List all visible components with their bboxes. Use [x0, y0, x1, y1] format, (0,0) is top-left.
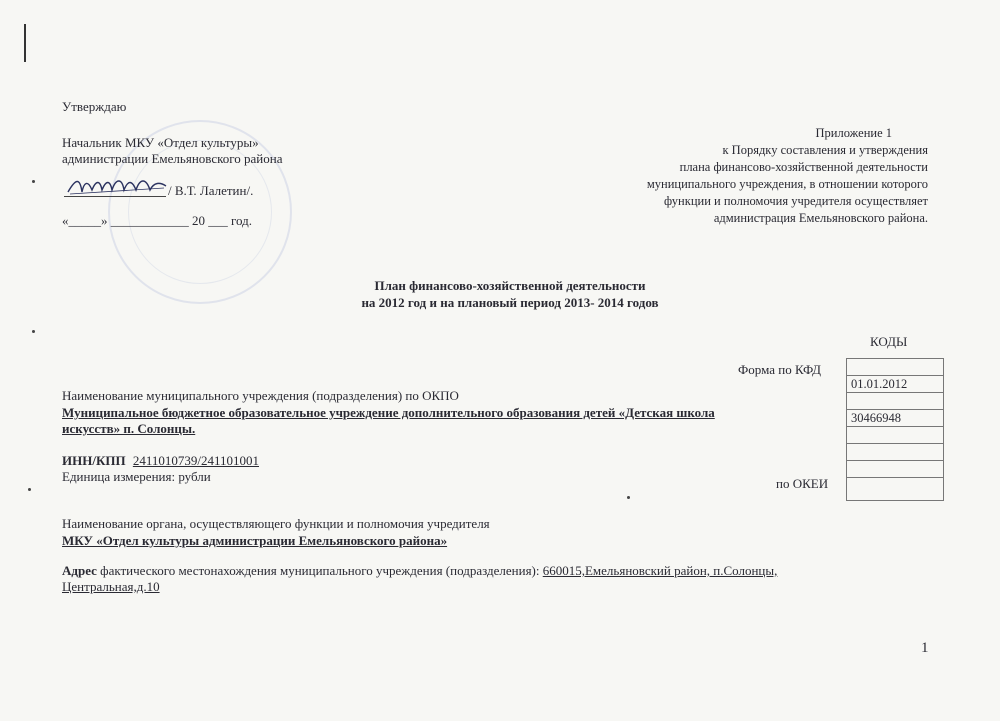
- address-label-bold: Адрес: [62, 563, 97, 578]
- institution-name-line-1: Муниципальное бюджетное образовательное учреждение дополнительного образования детей «Детская школа: [62, 405, 715, 420]
- unit-of-measure: Единица измерения: рубли: [62, 469, 211, 484]
- codes-header: КОДЫ: [870, 334, 908, 349]
- institution-name-line-2: искусств» п. Солонцы.: [62, 421, 196, 436]
- annex-block: [647, 125, 928, 227]
- approval-block: [62, 96, 126, 118]
- document-title: [290, 277, 730, 311]
- page-number: 1: [921, 640, 929, 656]
- inn-value: 2411010739/241101001: [132, 453, 260, 468]
- scan-dot: [627, 496, 630, 499]
- margin-mark: [24, 24, 26, 62]
- inn-row: [62, 453, 259, 469]
- founder-label: Наименование органа, осуществляющего функции и полномочия учредителя: [62, 516, 490, 531]
- annex-line-3: плана финансово-хозяйственной деятельности: [679, 160, 928, 174]
- address-value-1: 660015,Емельяновский район, п.Солонцы,: [542, 563, 778, 578]
- approver-position: [62, 135, 282, 167]
- scan-dot: [32, 330, 35, 333]
- code-cell-okei: [847, 478, 944, 501]
- institution-label: Наименование муниципального учреждения (подразделения) по ОКПО: [62, 388, 459, 403]
- position-line-1: Начальник МКУ «Отдел культуры»: [62, 135, 259, 150]
- okei-label: по ОКЕИ: [776, 476, 829, 491]
- codes-table: [846, 358, 944, 501]
- position-line-2: администрации Емельяновского района: [62, 151, 283, 166]
- code-cell-empty: [847, 444, 944, 461]
- scan-dot: [28, 488, 31, 491]
- handwritten-signature: [66, 174, 170, 198]
- approve-word: Утверждаю: [62, 99, 127, 114]
- code-cell-form: [847, 359, 944, 376]
- code-cell-empty: [847, 461, 944, 478]
- annex-line-6: администрация Емельяновского района.: [713, 211, 928, 225]
- title-line-2: на 2012 год и на плановый период 2013- 2014 годов: [361, 295, 659, 310]
- inn-label: ИНН/КПП: [62, 453, 126, 468]
- scan-dot: [32, 180, 35, 183]
- annex-line-4: муниципального учреждения, в отношении которого: [646, 177, 928, 191]
- address-label-rest: фактического местонахождения муниципального учреждения (подразделения):: [96, 563, 543, 578]
- code-cell-empty: [847, 427, 944, 444]
- annex-line-5: функции и полномочия учредителя осуществляет: [664, 194, 928, 208]
- form-label: Форма по КФД: [738, 362, 822, 377]
- code-cell-empty: [847, 393, 944, 410]
- title-line-1: План финансово-хозяйственной деятельности: [374, 278, 646, 293]
- signatory-name: / В.Т. Лалетин/.: [168, 183, 254, 198]
- annex-line-1: Приложение 1: [815, 126, 892, 140]
- address-value-2: Центральная,д.10: [62, 579, 160, 594]
- address-row: [62, 563, 777, 579]
- code-cell-date: 01.01.2012: [847, 376, 944, 393]
- code-cell-okpo: 30466948: [847, 410, 944, 427]
- founder-name: МКУ «Отдел культуры администрации Емельяновского района»: [62, 533, 448, 548]
- annex-line-2: к Порядку составления и утверждения: [722, 143, 928, 157]
- approval-date: «_____» ____________ 20 ___ год.: [62, 213, 252, 228]
